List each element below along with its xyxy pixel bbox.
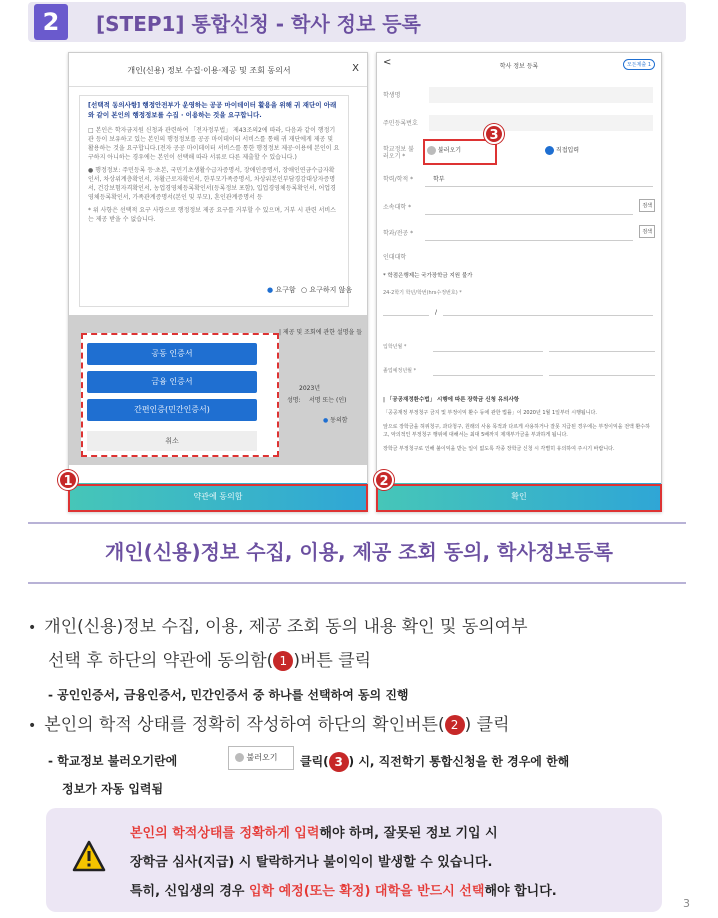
rule-bottom bbox=[28, 582, 686, 584]
notice-3: 장학금 부정청구로 인해 불이익을 받는 일이 없도록 각종 장학금 신청 시 각별히 유의하여 주시기 바랍니다. bbox=[383, 446, 615, 452]
agree-radio[interactable]: ● 요구함 bbox=[267, 286, 296, 294]
field-label: 인대대학 bbox=[383, 254, 407, 261]
search-button[interactable]: 검색 bbox=[639, 199, 655, 212]
bullet-2-note-b: 클릭( 3 ) 시, 직전학기 통합신청을 한 경우에 한해 bbox=[300, 752, 569, 772]
badge-3: 3 bbox=[484, 124, 504, 144]
page-number: 3 bbox=[683, 897, 690, 910]
year-text: 2023년 bbox=[299, 385, 321, 392]
warning-line-1: 본인의 학적상태를 정확하게 입력해야 하며, 잘못된 정보 기입 시 bbox=[130, 826, 498, 841]
notice-1: 「공공재정 부정청구 금지 및 부정이익 환수 등에 관한 법률」이 2020년 1월 1일부터 시행됩니다. bbox=[383, 410, 597, 416]
bullet-2-note: - 학교정보 불러오기란에 bbox=[48, 754, 178, 768]
radio-empty-icon: ○ bbox=[301, 286, 308, 294]
step-number: 2 bbox=[34, 4, 68, 40]
load-button[interactable]: 불러오기 bbox=[427, 145, 461, 155]
notice-2: 앞으로 장학금을 허위청구, 과다청구, 원래의 사용 목적과 다르게 사용하거나 잘못 지급된 경우에는 부정이익을 전액 환수하고, 악의적인 부정청구 행위에 대해서는 최대 5배까지 제재부가금을 부과하게 됩니다. bbox=[383, 424, 650, 438]
consent-paragraph-1: □ 본인은 학자금지원 신청과 관련하여 「전자정부법」 제43조의2에 따라, 다음과 같이 행정기관 등이 보유하고 있는 본인의 행정정보를 공공 마이데이터 서비스를 통해 귀 재단에게 제공 및 활용하는 것을 요구합니다.(전자 공공 마이데이터 서비스를 통한 행정정보 제공·이용에 본인이 요구하지 아니하는 경우에는 본인이 선택해 따라 서류로 다른 제출할 수 있습니다.) bbox=[88, 127, 340, 161]
academic-title: 학사 정보 등록 bbox=[499, 63, 539, 70]
field-label: 학생명 bbox=[383, 92, 401, 99]
academic-screenshot: < 학사 정보 등록 모든제출 1 학생명 주민등록번호 학교정보 불러오기 * 불러오기 직접입력 학력/학적 * 학부 소속대학 * 검색 학과/전공 * 검색 인대대학 * 학점은행제는 국가장학금 지원 불가 24-2학기 학년/학번(hrs수정번호) * / 입학년월 * 졸업예정년월 * | 「공공재정환수법」 시행에 따른 장학금 신청 유의사항 「공공재정 부정청구 금지 및 부정이익 환수 등에 관한 법률」이 2020년 1월 1일부터 시행됩니다. 앞으로 장학금을 허위청구, 과다청구, 원래의 사용 목적과 다르게 사용하거나 잘못 지급된 경우에는 부정이익을 전액 환수하고, 악의적인 부정청구 행위에 대해서는 최대 5배까지 제재부가금을 부과하게 됩니다. 장학금 부정청구로 인해 불이익을 받는 일이 없도록 각종 장학금 신청 시 각별히 유의하여 주시기 바랍니다. 확인 bbox=[376, 52, 662, 512]
field-label: 학교정보 불러오기 * bbox=[383, 146, 414, 160]
consent-heading: [선택적 동의사항] 행정안전부가 운영하는 공공 마이데이터 활용을 위해 귀 재단이 아래와 같이 본인의 행정정보를 수집 · 이용하는 것을 요구합니다. bbox=[88, 101, 337, 119]
consent-paragraph-2: ● 행정정보: 주민등록 등·초본, 국민기초생활수급자증명서, 장애인증명서, 장애인연금수급자확인서, 차상위계층확인서, 자활근로자확인서, 한부모가족증명서, 차상위본인부담경감대상자증명서, 건강보험자격확인서, 농업경영체등록확인서(등록정보 포함), 입업경영체등록확인서, 어업경영체등록확인서, 가족관계증명서(본인 및 부모), 혼인관계증명서 등 bbox=[88, 167, 336, 201]
direct-input-radio[interactable]: 직접입력 bbox=[545, 145, 579, 155]
bullet-1-line2: 선택 후 하단의 약관에 동의함( 1 )버튼 클릭 bbox=[48, 651, 372, 671]
entry-label: 입학년월 * bbox=[383, 344, 407, 350]
bullet-2-note-d: 정보가 자동 입력됨 bbox=[62, 782, 164, 796]
section-subtitle: 개인(신용)정보 수집, 이용, 제공 조회 동의, 학사정보등록 bbox=[105, 540, 613, 564]
sign-label: 서명 또는 (인) bbox=[309, 397, 347, 404]
disagree-radio[interactable]: ○ 요구하지 않음 bbox=[301, 286, 353, 294]
name-label: 성명: bbox=[287, 397, 301, 404]
badge-2: 2 bbox=[374, 470, 394, 490]
field-label: 학과/전공 * bbox=[383, 230, 414, 237]
behind-text: | 제공 및 조회에 관한 설명을 들 bbox=[279, 329, 363, 336]
joint-cert-button[interactable]: 공동 인증서 bbox=[87, 343, 257, 365]
consent-screenshot bbox=[68, 52, 368, 512]
field-label: 학력/학적 * bbox=[383, 176, 414, 183]
warning-icon bbox=[72, 840, 106, 872]
grad-label: 졸업예정년월 * bbox=[383, 368, 417, 374]
financial-cert-button[interactable]: 금융 인증서 bbox=[87, 371, 257, 393]
agree2-label: ● 동의함 bbox=[323, 417, 348, 424]
bullet-1-note: - 공인인증서, 금융인증서, 민간인증서 중 하나를 선택하여 동의 진행 bbox=[48, 688, 409, 702]
search-button[interactable]: 검색 bbox=[639, 225, 655, 238]
consent-title: 개인(신용) 정보 수집·이용·제공 및 조회 동의서 bbox=[127, 66, 291, 75]
rule-top bbox=[28, 522, 686, 524]
agree-terms-button[interactable]: 약관에 동의함 bbox=[69, 483, 367, 511]
level-value: 학부 bbox=[433, 176, 445, 183]
confirm-button[interactable]: 확인 bbox=[377, 483, 661, 511]
badge-1: 1 bbox=[58, 470, 78, 490]
top-right-badge: 모든제출 1 bbox=[623, 59, 655, 70]
field-label: 주민등록번호 bbox=[383, 120, 418, 127]
field-label: 소속대학 * bbox=[383, 204, 412, 211]
consent-paragraph-3: * 위 사항은 선택적 요구 사항으로 행정정보 제공 요구를 거부할 수 있으며, 거부 시 관련 서비스는 제공 받을 수 없습니다. bbox=[88, 207, 336, 223]
cancel-button[interactable]: 취소 bbox=[87, 431, 257, 451]
load-button-sample: 불러오기 bbox=[228, 746, 294, 770]
note-1: * 학점은행제는 국가장학금 지원 불가 bbox=[383, 273, 473, 279]
simple-cert-button[interactable]: 간편인증(민간인증서) bbox=[87, 399, 257, 421]
close-icon[interactable]: X bbox=[352, 63, 359, 74]
step-title: [STEP1] 통합신청 - 학사 정보 등록 bbox=[96, 12, 421, 36]
radio-checked-icon: ● bbox=[267, 286, 274, 294]
warning-line-3: 특히, 신입생의 경우 입학 예정(또는 확정) 대학을 반드시 선택해야 합니다. bbox=[130, 884, 557, 899]
back-icon[interactable]: < bbox=[383, 57, 392, 68]
notice-title: | 「공공재정환수법」 시행에 따른 장학금 신청 유의사항 bbox=[383, 397, 520, 403]
warning-line-2: 장학금 심사(지급) 시 탈락하거나 불이익이 발생할 수 있습니다. bbox=[130, 855, 493, 870]
bullet-2: • 본인의 학적 상태를 정확히 작성하여 하단의 확인버튼( 2 ) 클릭 bbox=[28, 715, 510, 735]
bullet-1: • 개인(신용)정보 수집, 이용, 제공 조회 동의 내용 확인 및 동의여부 bbox=[28, 617, 528, 637]
semester-label: 24-2학기 학년/학번(hrs수정번호) * bbox=[383, 290, 462, 296]
